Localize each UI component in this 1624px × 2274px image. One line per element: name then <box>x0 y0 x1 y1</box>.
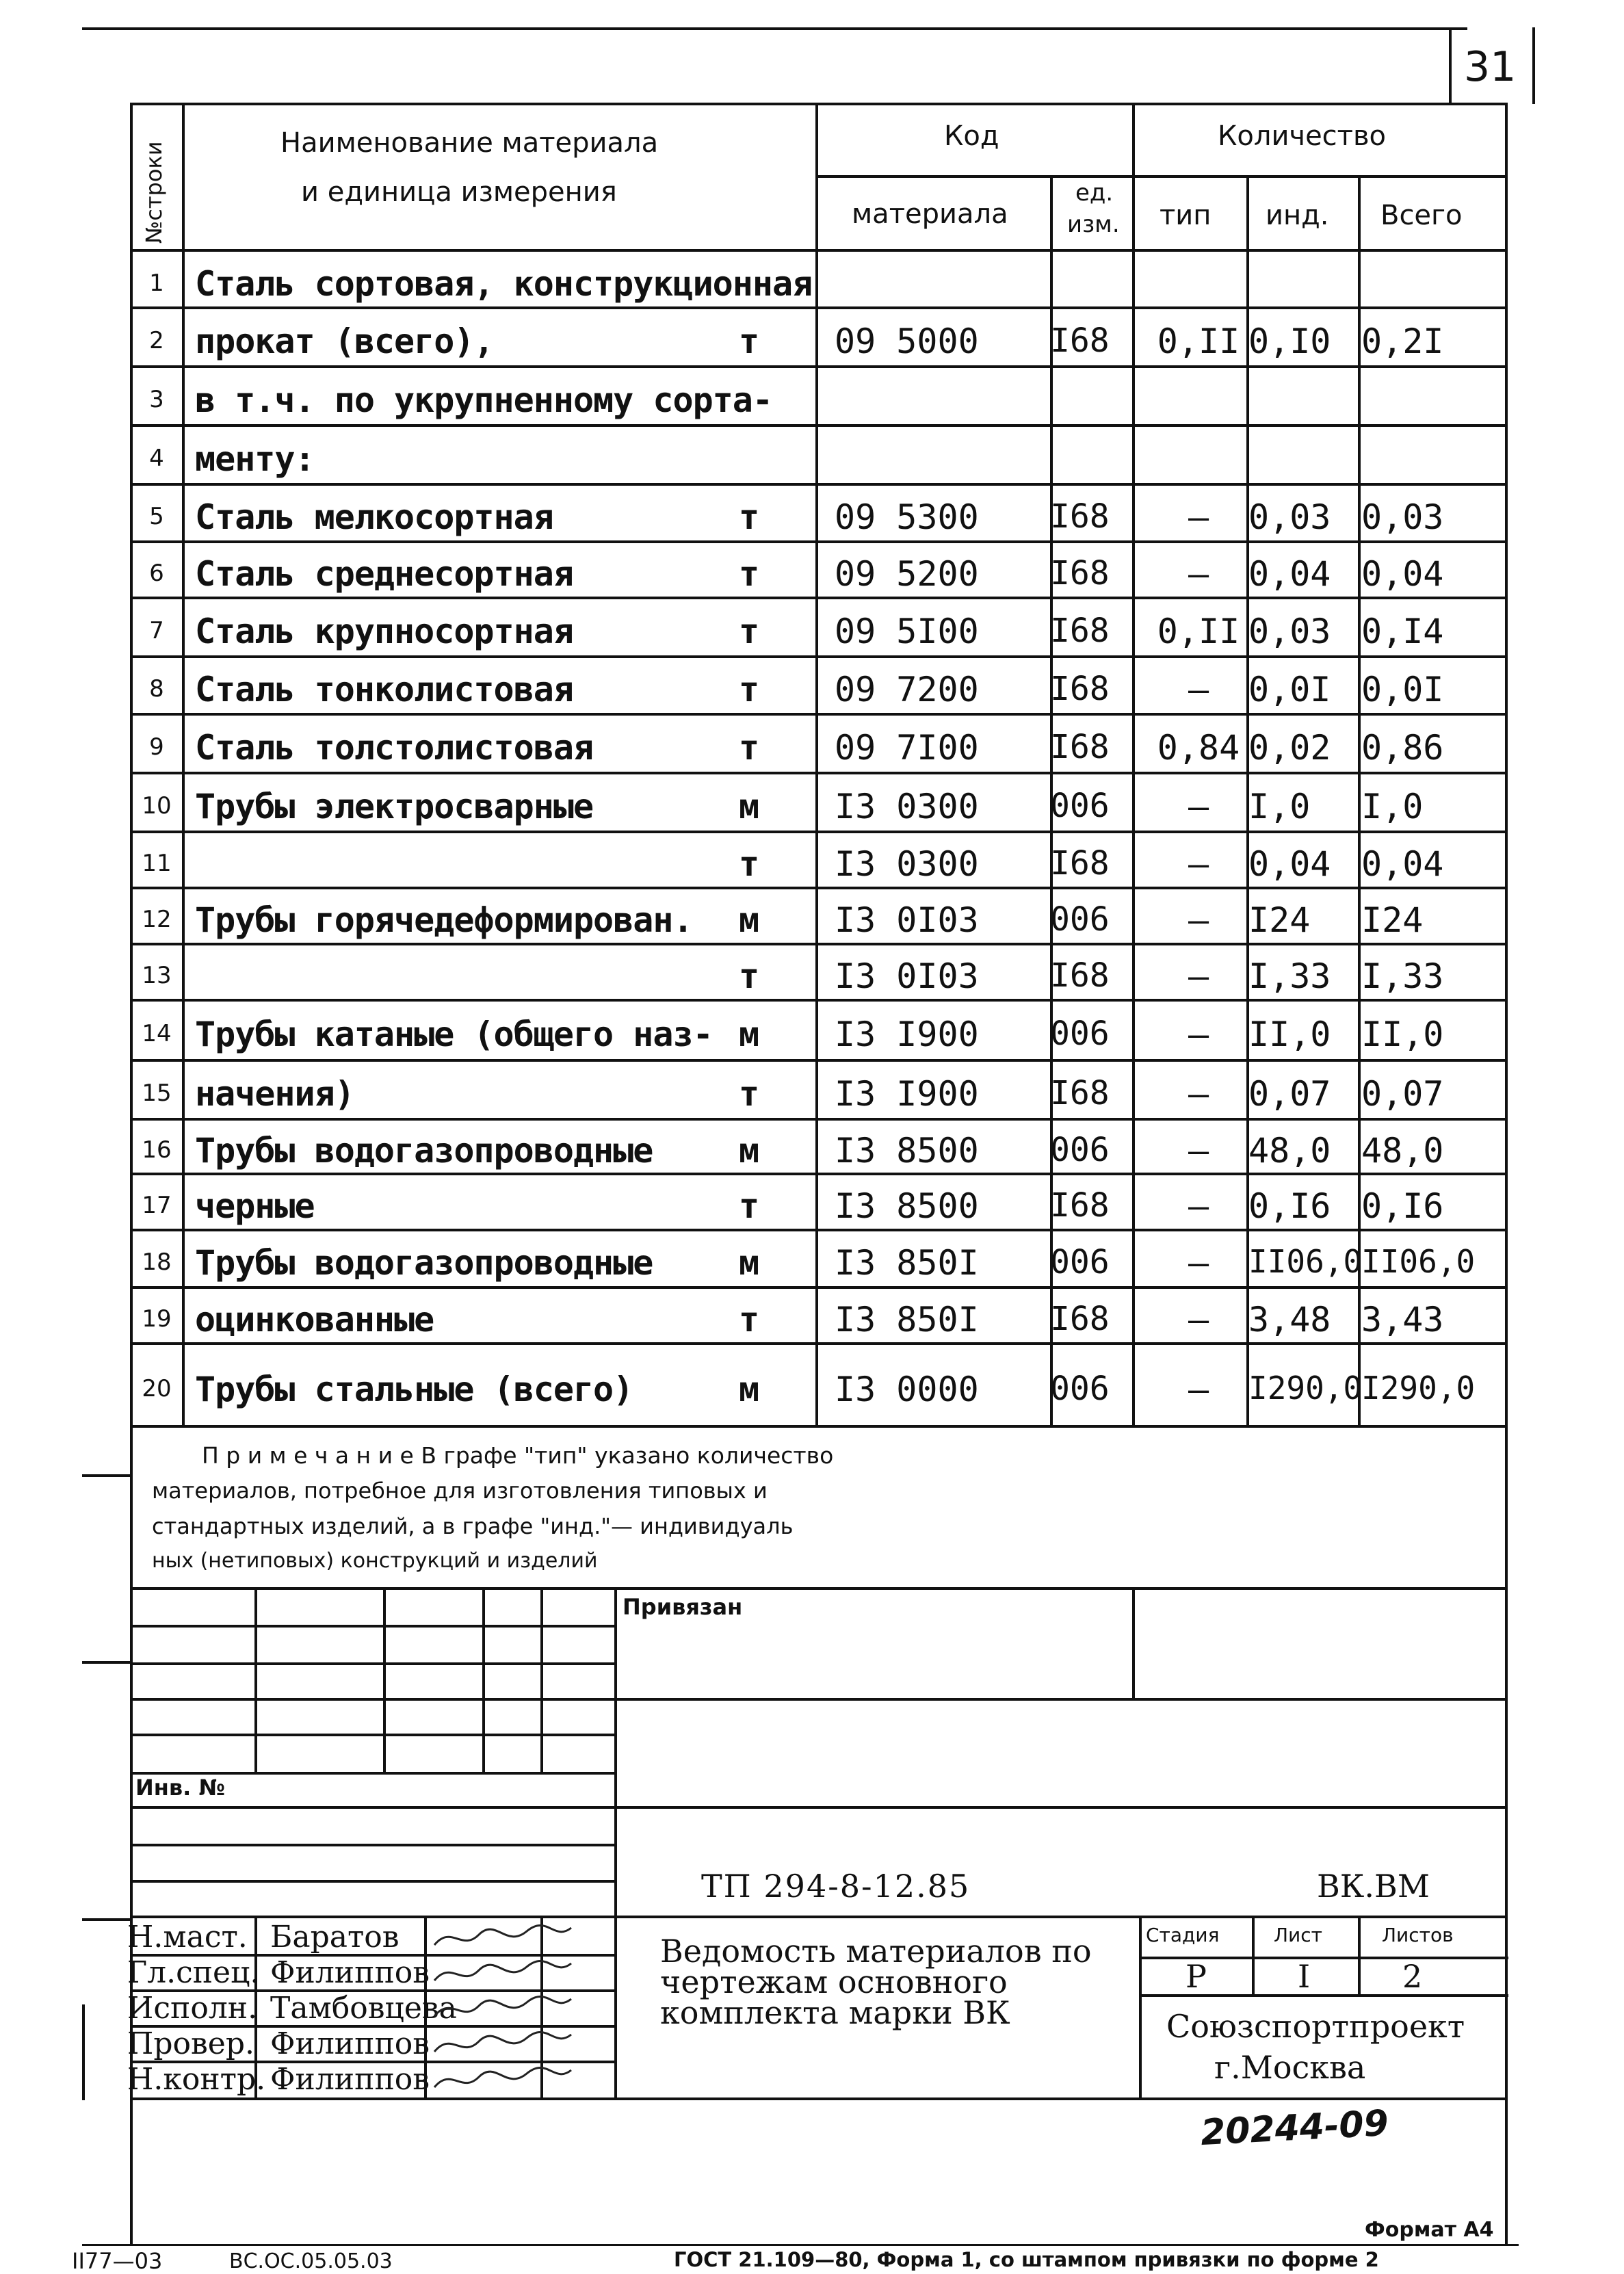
archive-number: 20244-09 <box>1199 2102 1390 2154</box>
row-separator <box>130 999 1508 1002</box>
row-typ: 0,II <box>1157 322 1240 361</box>
row-number: 7 <box>149 617 164 644</box>
header-code: Код <box>944 120 999 152</box>
signatory-role: Провер. <box>127 2026 254 2061</box>
row-name: черные <box>195 1186 315 1226</box>
stamp-v-sheets <box>1358 1916 1361 1994</box>
row-number: 20 <box>142 1374 172 1402</box>
row-unit-code: I68 <box>1050 728 1110 766</box>
row-typ: – <box>1188 956 1209 996</box>
row-total: I24 <box>1361 900 1424 940</box>
row-code: I3 0I03 <box>835 956 979 996</box>
row-number: 13 <box>142 962 172 989</box>
row-name: Трубы электросварные <box>195 787 594 826</box>
row-code: I3 0300 <box>835 787 979 826</box>
row-total: 0,04 <box>1361 554 1444 594</box>
row-code: 09 5300 <box>835 497 979 537</box>
row-total: 0,I6 <box>1361 1186 1444 1226</box>
header-material: материала <box>852 198 1008 230</box>
signatory-name: Баратов <box>270 1920 400 1955</box>
row-unit-code: 006 <box>1050 1015 1110 1053</box>
row-ind: I,0 <box>1248 787 1311 826</box>
row-name: Сталь мелкосортная <box>195 497 553 537</box>
header-typ: тип <box>1160 200 1212 231</box>
col-divider-ind <box>1358 177 1361 1426</box>
header-row-no: №строки <box>141 141 167 244</box>
row-unit-code: I68 <box>1050 1186 1110 1225</box>
format-label: Формат А4 <box>1365 2218 1494 2242</box>
row-code: I3 0000 <box>835 1369 979 1409</box>
row-ind: 0,0I <box>1248 670 1331 709</box>
page-number: 31 <box>1464 43 1517 91</box>
row-unit-code: 006 <box>1050 787 1110 825</box>
margin-tick-1 <box>82 1474 130 1477</box>
row-code: I3 0I03 <box>835 900 979 940</box>
row-number: 2 <box>149 327 164 354</box>
row-number: 5 <box>149 503 164 530</box>
row-typ: 0,84 <box>1157 728 1240 768</box>
stamp-line-g <box>130 1844 616 1846</box>
row-separator <box>130 943 1508 945</box>
row-unit-code: I68 <box>1050 670 1110 708</box>
row-unit-letter: м <box>739 1015 759 1054</box>
row-separator <box>130 1286 1508 1289</box>
row-number: 16 <box>142 1136 172 1164</box>
row-total: 3,43 <box>1361 1300 1444 1339</box>
row-total: 0,I4 <box>1361 612 1444 651</box>
bound-label: Привязан <box>623 1594 743 1620</box>
row-code: I3 I900 <box>835 1015 979 1054</box>
row-unit-code: I68 <box>1050 322 1110 360</box>
note-line-2: материалов, потребное для изготовления типовых и <box>152 1478 768 1504</box>
row-name: Трубы водогазопроводные <box>195 1131 653 1171</box>
row-unit-letter: м <box>739 1369 759 1409</box>
row-separator <box>130 1059 1508 1062</box>
row-name: в т.ч. по укрупненному сорта- <box>195 380 772 420</box>
header-bottom-line <box>130 249 1508 252</box>
row-unit-letter: т <box>739 1300 759 1339</box>
row-separator <box>130 1342 1508 1345</box>
row-total: 48,0 <box>1361 1131 1444 1171</box>
row-total: I290,0 <box>1361 1369 1476 1407</box>
footer-gost: ГОСТ 21.109—80, Форма 1, со штампом привязки по форме 2 <box>674 2248 1379 2271</box>
row-unit-code: I68 <box>1050 1300 1110 1338</box>
footer-line <box>82 2244 1519 2246</box>
stamp-line-c <box>130 1698 1508 1701</box>
row-ind: II06,0 <box>1248 1243 1363 1280</box>
row-separator <box>130 365 1508 368</box>
row-number: 4 <box>149 445 164 472</box>
signature-scribble <box>431 1921 575 1955</box>
row-typ: – <box>1188 1243 1209 1283</box>
row-ind: 0,03 <box>1248 612 1331 651</box>
row-number: 15 <box>142 1080 172 1107</box>
row-typ: – <box>1188 900 1209 940</box>
row-number: 12 <box>142 906 172 933</box>
row-separator <box>130 1229 1508 1231</box>
row-name: Трубы катаные (общего наз- <box>195 1015 713 1054</box>
row-unit-letter: т <box>739 1074 759 1114</box>
signatory-name: Тамбовцева <box>270 1991 457 2026</box>
stamp-v-2 <box>383 1587 386 1772</box>
row-typ: – <box>1188 1186 1209 1226</box>
row-unit-code: I68 <box>1050 956 1110 995</box>
row-separator <box>130 831 1508 833</box>
row-separator <box>130 887 1508 889</box>
signature-scribble <box>431 1992 575 2026</box>
row-unit-letter: т <box>739 1186 759 1226</box>
col-divider-unit <box>1132 103 1135 1426</box>
stamp-line-i <box>130 1916 1508 1918</box>
row-total: 0,07 <box>1361 1074 1444 1114</box>
row-unit-letter: м <box>739 1243 759 1283</box>
row-ind: I290,0 <box>1248 1369 1363 1407</box>
row-separator <box>130 713 1508 716</box>
row-typ: – <box>1188 670 1209 709</box>
row-ind: I,33 <box>1248 956 1331 996</box>
signatory-name: Филиппов <box>270 2026 430 2061</box>
sheets-label: Листов <box>1382 1924 1454 1946</box>
stamp-line-h <box>130 1880 616 1883</box>
signatory-name: Филиппов <box>270 1955 430 1990</box>
row-typ: – <box>1188 1369 1209 1409</box>
row-total: 0,0I <box>1361 670 1444 709</box>
signatory-role: Гл.спец. <box>127 1955 260 1990</box>
signatory-role: Исполн. <box>127 1991 258 2026</box>
note-line-3: стандартных изделий, а в графе "инд."— индивидуаль <box>152 1513 794 1539</box>
stamp-top-line <box>130 1587 1508 1590</box>
header-ind: инд. <box>1266 200 1329 231</box>
stamp-v-1 <box>254 1587 257 1772</box>
row-typ: – <box>1188 1131 1209 1171</box>
row-unit-code: I68 <box>1050 612 1110 650</box>
signature-scribble <box>431 2063 575 2097</box>
signature-scribble <box>431 1957 575 1991</box>
doc-title-line-1: Ведомость материалов по <box>660 1933 1092 1970</box>
row-ind: I24 <box>1248 900 1311 940</box>
org-name: Союзспортпроект <box>1166 2008 1465 2045</box>
row-unit-letter: т <box>739 728 759 768</box>
row-separator <box>130 772 1508 774</box>
margin-tick-3 <box>82 1918 130 1921</box>
footer-mid-code: ВС.ОС.05.05.03 <box>229 2249 393 2273</box>
row-ind: 0,04 <box>1248 844 1331 884</box>
row-unit-code: 006 <box>1050 1369 1110 1408</box>
margin-left-line <box>82 2004 85 2100</box>
row-ind: 0,07 <box>1248 1074 1331 1114</box>
doc-title-line-3: комплекта марки ВК <box>660 1994 1010 2031</box>
doc-title-line-2: чертежам основного <box>660 1963 1008 2000</box>
row-total: 0,03 <box>1361 497 1444 537</box>
row-ind: 0,02 <box>1248 728 1331 768</box>
row-unit-code: I68 <box>1050 844 1110 883</box>
doc-mark: ВК.ВМ <box>1317 1868 1430 1905</box>
table-bottom-line <box>130 1425 1508 1428</box>
row-code: I3 8500 <box>835 1131 979 1171</box>
row-total: II,0 <box>1361 1015 1444 1054</box>
col-divider-name <box>815 103 818 1426</box>
row-typ: – <box>1188 844 1209 884</box>
row-unit-letter: т <box>739 612 759 651</box>
header-unit-line1: ед. <box>1075 179 1114 207</box>
row-ind: 0,03 <box>1248 497 1331 537</box>
row-unit-letter: т <box>739 844 759 884</box>
stamp-v-sheet <box>1252 1916 1255 1994</box>
header-unit-line2: изм. <box>1067 211 1120 238</box>
row-separator <box>130 1118 1508 1121</box>
row-ind: 0,I0 <box>1248 322 1331 361</box>
stamp-v-stage <box>1139 1916 1142 2097</box>
margin-tick-2 <box>82 1661 130 1664</box>
row-name: Сталь среднесортная <box>195 554 573 594</box>
row-unit-letter: т <box>739 322 759 361</box>
row-number: 11 <box>142 850 172 877</box>
note-line-4: ных (нетиповых) конструкций и изделий <box>152 1549 598 1573</box>
sheet-label: Лист <box>1274 1924 1322 1946</box>
row-number: 10 <box>142 792 172 820</box>
signatory-role: Н.контр. <box>127 2062 266 2097</box>
row-unit-code: 006 <box>1050 1131 1110 1169</box>
row-unit-letter: т <box>739 497 759 537</box>
row-separator <box>130 483 1508 486</box>
row-number: 19 <box>142 1305 172 1333</box>
header-name-line2: и единица измерения <box>301 177 617 208</box>
row-name: начения) <box>195 1074 354 1114</box>
row-separator <box>130 540 1508 543</box>
row-separator <box>130 597 1508 599</box>
row-separator <box>130 424 1508 427</box>
row-name: прокат (всего), <box>195 322 494 361</box>
row-name: Трубы горячедеформирован. <box>195 900 693 940</box>
row-name: Сталь крупносортная <box>195 612 573 651</box>
row-ind: II,0 <box>1248 1015 1331 1054</box>
row-ind: 48,0 <box>1248 1131 1331 1171</box>
header-total: Всего <box>1380 200 1463 231</box>
row-total: I,33 <box>1361 956 1444 996</box>
page-number-box-right <box>1532 27 1535 104</box>
header-top-line <box>130 103 1508 105</box>
row-separator <box>130 306 1508 309</box>
row-unit-letter: м <box>739 900 759 940</box>
row-number: 1 <box>149 270 164 297</box>
row-total: 0,2I <box>1361 322 1444 361</box>
row-code: 09 5000 <box>835 322 979 361</box>
note-line-1: П р и м е ч а н и е В графе "тип" указано количество <box>202 1442 834 1469</box>
inventory-label: Инв. № <box>135 1775 225 1801</box>
row-code: I3 850I <box>835 1300 979 1339</box>
row-separator <box>130 1173 1508 1175</box>
row-code: I3 850I <box>835 1243 979 1283</box>
row-name: Сталь толстолистовая <box>195 728 594 768</box>
org-city: г.Москва <box>1214 2049 1366 2086</box>
signatory-role: Н.маст. <box>127 1920 248 1955</box>
row-name: оцинкованные <box>195 1300 434 1339</box>
stamp-bottom-line <box>130 2097 1508 2100</box>
stamp-v-3 <box>482 1587 485 1772</box>
row-typ: – <box>1188 1015 1209 1054</box>
row-total: 0,04 <box>1361 844 1444 884</box>
row-typ: – <box>1188 554 1209 594</box>
stamp-line-f <box>130 1806 1508 1809</box>
row-typ: – <box>1188 497 1209 537</box>
stage-value: Р <box>1186 1958 1207 1995</box>
row-number: 8 <box>149 675 164 703</box>
row-typ: – <box>1188 1074 1209 1114</box>
row-name: Трубы водогазопроводные <box>195 1243 653 1283</box>
row-separator <box>130 655 1508 658</box>
signature-scribble <box>431 2028 575 2062</box>
header-name-line1: Наименование материала <box>280 127 659 159</box>
row-name: менту: <box>195 439 315 479</box>
row-unit-letter: т <box>739 670 759 709</box>
row-unit-code: 006 <box>1050 1243 1110 1281</box>
stage-label: Стадия <box>1146 1924 1220 1946</box>
row-total: 0,86 <box>1361 728 1444 768</box>
row-total: I,0 <box>1361 787 1424 826</box>
stamp-v-main <box>614 1587 617 2097</box>
row-number: 6 <box>149 560 164 587</box>
stamp-v-4 <box>540 1587 543 1772</box>
row-code: 09 7200 <box>835 670 979 709</box>
row-typ: – <box>1188 1300 1209 1339</box>
row-typ: 0,II <box>1157 612 1240 651</box>
top-border <box>82 27 1467 30</box>
signatory-name: Филиппов <box>270 2062 430 2097</box>
row-code: 09 5200 <box>835 554 979 594</box>
row-code: I3 I900 <box>835 1074 979 1114</box>
header-mid-line <box>815 175 1508 178</box>
footer-left-code: II77—03 <box>72 2248 163 2274</box>
row-unit-letter: т <box>739 956 759 996</box>
sheets-value: 2 <box>1402 1958 1423 1995</box>
page-number-box-left <box>1449 27 1452 104</box>
row-number: 18 <box>142 1249 172 1276</box>
row-code: 09 5I00 <box>835 612 979 651</box>
row-code: I3 0300 <box>835 844 979 884</box>
row-unit-code: I68 <box>1050 497 1110 536</box>
sheet-value: I <box>1298 1958 1311 1995</box>
row-number: 17 <box>142 1192 172 1219</box>
header-qty: Количество <box>1218 120 1387 152</box>
row-number: 3 <box>149 386 164 413</box>
row-number: 14 <box>142 1020 172 1047</box>
doc-code: ТП 294-8-12.85 <box>701 1868 971 1905</box>
row-ind: 0,04 <box>1248 554 1331 594</box>
row-typ: – <box>1188 787 1209 826</box>
row-unit-letter: м <box>739 1131 759 1171</box>
row-name: Трубы стальные (всего) <box>195 1369 633 1409</box>
row-ind: 0,I6 <box>1248 1186 1331 1226</box>
row-unit-code: I68 <box>1050 554 1110 592</box>
row-ind: 3,48 <box>1248 1300 1331 1339</box>
row-unit-code: I68 <box>1050 1074 1110 1112</box>
row-name: Сталь сортовая, конструкционная <box>195 264 813 304</box>
row-number: 9 <box>149 733 164 761</box>
row-unit-letter: т <box>739 554 759 594</box>
row-unit-letter: м <box>739 787 759 826</box>
col-divider-num <box>182 103 185 1426</box>
row-code: I3 8500 <box>835 1186 979 1226</box>
row-code: 09 7I00 <box>835 728 979 768</box>
row-total: II06,0 <box>1361 1243 1476 1280</box>
stamp-v-right <box>1132 1587 1135 1698</box>
row-name: Сталь тонколистовая <box>195 670 573 709</box>
row-unit-code: 006 <box>1050 900 1110 939</box>
